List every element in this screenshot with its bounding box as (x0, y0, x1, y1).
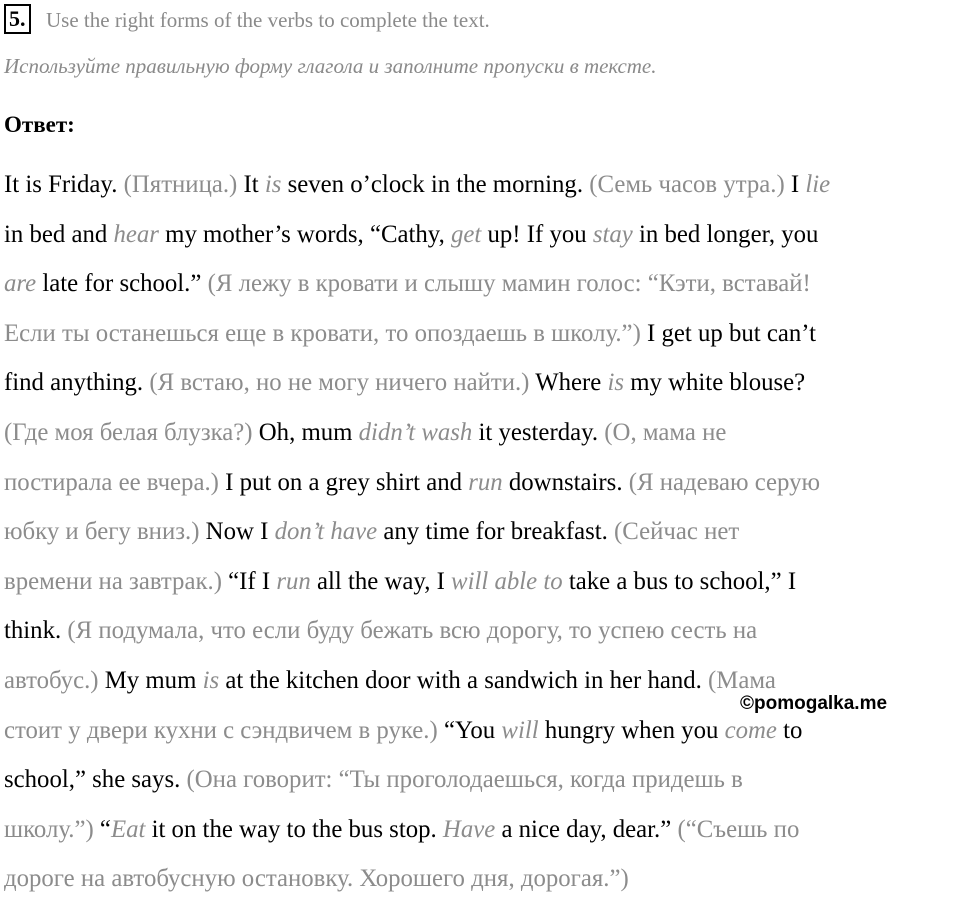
text-segment: it yesterday. (472, 418, 605, 446)
text-segment: “If I (221, 567, 277, 595)
translation: (Мама (708, 666, 776, 694)
translation: (Пятница.) (123, 171, 238, 198)
text-segment: I (784, 171, 806, 198)
text-segment: Oh, mum (252, 418, 359, 446)
text-segment: Where (529, 369, 608, 397)
text-segment: up! If you (481, 220, 593, 248)
translation: времени на завтрак.) (4, 567, 222, 595)
translation: (Сейчас нет (614, 518, 740, 546)
text-segment: I put on a grey shirt and (218, 468, 469, 496)
verb-answer: is (607, 369, 625, 397)
translation: стоит у двери кухни с сэндвичем в руке.) (4, 716, 438, 744)
text-segment: Now I (199, 518, 275, 546)
watermark: ©pomogalka.me (740, 693, 888, 714)
verb-answer: get (450, 220, 482, 248)
translation: (Семь часов утра.) (589, 171, 785, 198)
text-segment: I get up but can’t (640, 319, 816, 347)
text-segment: “ (93, 815, 111, 843)
text-line (4, 507, 956, 557)
text-segment: a nice day, dear.” (495, 815, 678, 843)
translation: (Где моя белая блузка?) (4, 418, 253, 446)
text-line (4, 259, 956, 309)
text-segment: school,” she says. (4, 766, 187, 794)
text-segment: my mother’s words, “Cathy, (158, 220, 451, 248)
text-segment: in bed and (4, 220, 114, 248)
answer-label: Ответ: (4, 112, 75, 137)
text-line (4, 160, 956, 210)
text-segment: My mum (98, 666, 203, 694)
verb-answer: are (4, 270, 37, 298)
task-number: 5. (4, 4, 31, 34)
text-segment: It is Friday. (4, 171, 124, 198)
verb-answer: run (468, 468, 503, 496)
verb-answer: come (724, 716, 777, 744)
translation: (Я подумала, что если буду бежать всю дорогу, то успею сесть на (67, 617, 758, 645)
translation: (“Съешь по (677, 815, 800, 843)
text-segment: it on the way to the bus stop. (145, 815, 443, 843)
verb-answer: hear (113, 220, 159, 248)
answer-text (4, 160, 956, 894)
text-segment: late for school.” (36, 270, 208, 298)
text-segment: downstairs. (502, 468, 629, 496)
text-segment: all the way, I (310, 567, 452, 595)
text-segment: to (776, 716, 803, 744)
text-line (4, 458, 956, 508)
text-segment: my white blouse? (624, 369, 806, 397)
translation: автобус.) (4, 666, 99, 694)
text-segment: find anything. (4, 369, 150, 397)
verb-answer: Have (442, 815, 496, 843)
translation: (Она говорит: “Ты проголодаешься, когда придешь в (186, 766, 743, 794)
text-line (4, 358, 956, 408)
text-line (4, 606, 956, 656)
text-line (4, 210, 956, 260)
text-line (4, 557, 956, 607)
text-line (4, 755, 956, 805)
verb-answer: stay (592, 220, 633, 248)
verb-answer: will able to (451, 567, 563, 595)
verb-answer: run (276, 567, 311, 595)
verb-answer: Eat (110, 815, 146, 843)
text-line (4, 854, 956, 904)
translation: (Я встаю, но не могу ничего найти.) (149, 369, 530, 397)
verb-answer: didn’t wash (358, 418, 473, 446)
translation: постирала ее вчера.) (4, 468, 219, 496)
task-instruction-en: Use the right forms of the verbs to complete the text. (46, 8, 490, 32)
translation: (Я надеваю серую (628, 468, 821, 496)
text-line (4, 805, 956, 855)
text-segment: any time for breakfast. (377, 518, 615, 546)
translation: (О, мама не (604, 418, 727, 446)
verb-answer: is (264, 171, 282, 198)
task-instruction-ru: Используйте правильную форму глагола и заполните пропуски в тексте. (4, 54, 657, 78)
translation: школу.”) (4, 815, 94, 843)
text-segment: hungry when you (538, 716, 725, 744)
text-segment: It (237, 171, 265, 198)
text-segment: at the kitchen door with a sandwich in her hand. (219, 666, 709, 694)
verb-answer: don’t have (274, 518, 378, 546)
text-segment: think. (4, 617, 68, 645)
text-line (4, 309, 956, 359)
translation: юбку и бегу вниз.) (4, 518, 200, 546)
verb-answer: lie (805, 171, 831, 198)
task-header (4, 4, 956, 38)
text-line (4, 408, 956, 458)
text-segment: “You (437, 716, 502, 744)
verb-answer: will (501, 716, 539, 744)
verb-answer: is (202, 666, 220, 694)
translation: (Я лежу в кровати и слышу мамин голос: “Кэти, вставай! (207, 270, 811, 298)
text-segment: in bed longer, you (632, 220, 819, 248)
translation: Если ты останешься еще в кровати, то опоздаешь в школу.”) (4, 319, 641, 347)
text-segment: seven o’clock in the morning. (281, 171, 590, 198)
text-segment: take a bus to school,” I (562, 567, 797, 595)
translation: дороге на автобусную остановку. Хорошего дня, дорогая.”) (4, 865, 629, 893)
